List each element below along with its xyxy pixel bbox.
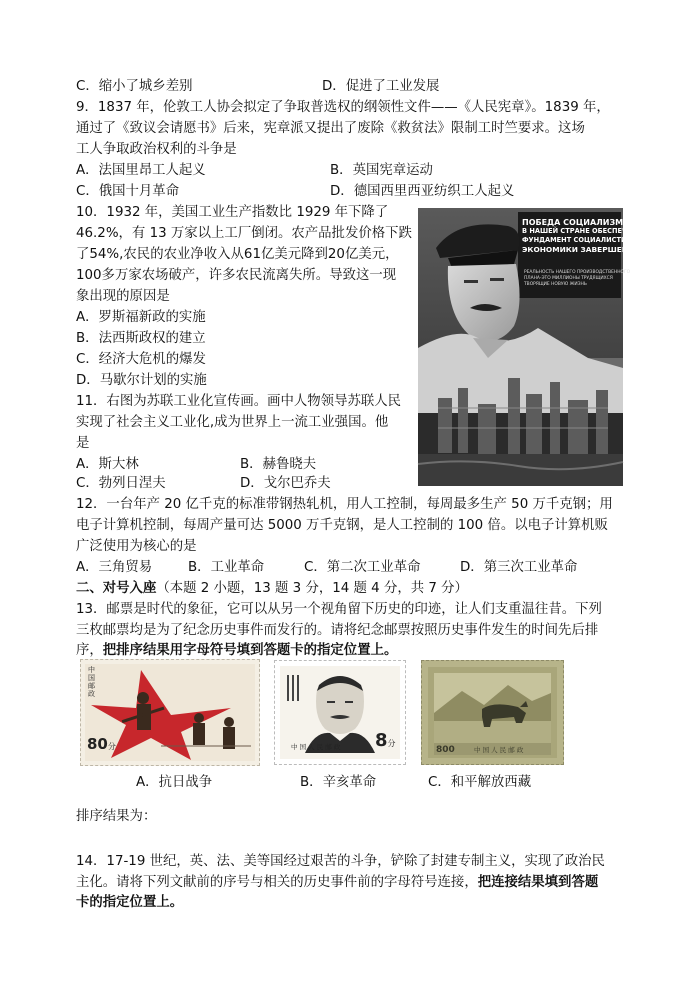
q10-option-c: C．经济大危机的爆发 bbox=[76, 352, 206, 367]
stamp-c-caption: C．和平解放西藏 bbox=[428, 775, 532, 790]
q12-stem-line: 电子计算机控制，每周产量可达 5000 万千克钢，是人工控制的 100 倍。以电子计算机贩 bbox=[76, 518, 608, 533]
poster-small-line: РЕАЛЬНОСТЬ НАШЕГО ПРОИЗВОДСТВЕННОГО bbox=[524, 270, 631, 275]
stamp-b-caption: B．辛亥革命 bbox=[300, 775, 377, 790]
stamp-b-value bbox=[375, 731, 396, 754]
q12-option-a: A．三角贸易 bbox=[76, 560, 153, 575]
poster-text-line: ФУНДАМЕНТ СОЦИАЛИСТИЧЕСКОЙ bbox=[522, 236, 658, 244]
q9-option-a: A．法国里昂工人起义 bbox=[76, 163, 206, 178]
q14-line3-bold: 卡的指定位置上。 bbox=[76, 895, 184, 910]
q11-stem-line: 实现了社会主义工业化,成为世界上一流工业强国。他 bbox=[76, 415, 389, 430]
section-2-title: 二、对号入座 bbox=[76, 581, 157, 596]
stamp-c-country: 中 国 人 民 邮 政 bbox=[474, 746, 524, 754]
stamp-xinhai-revolution bbox=[274, 660, 406, 765]
poster-banner-text bbox=[522, 218, 658, 254]
q14-line2-plain: 主化。请将下列文献前的序号与相关的历史事件前的字母符号连接， bbox=[76, 875, 478, 890]
stamp-a-value-number: 80 bbox=[87, 735, 108, 753]
q14-line2-bold: 把连接结果填到答题 bbox=[477, 875, 599, 890]
q10-stem-line: 象出现的原因是 bbox=[76, 289, 170, 304]
stamp-b-country: 中 国 人 民 邮 政 bbox=[291, 743, 341, 751]
q13-stem-line: 13．邮票是时代的象征，它可以从另一个视角留下历史的印迹，让人们支重温往昔。下列 bbox=[76, 602, 602, 617]
q11-option-a: A．斯大林 bbox=[76, 457, 139, 472]
q12-stem-line: 广泛使用为核心的是 bbox=[76, 539, 197, 554]
stamp-a-caption: A．抗日战争 bbox=[136, 775, 213, 790]
q10-stem-line: 10．1932 年，美国工业生产指数比 1929 年下降了 bbox=[76, 205, 389, 220]
poster-text-line: ПОБЕДА СОЦИАЛИЗМА bbox=[522, 218, 630, 227]
q8-option-c: C．缩小了城乡差别 bbox=[76, 79, 193, 94]
q9-stem-line: 通过了《致议会请愿书》后来，宪章派又提出了废除《救贫法》限制工时竺要求。这场 bbox=[76, 121, 585, 136]
q13-instruction-bold: 把排序结果用字母符号填到答题卡的指定位置上。 bbox=[102, 643, 398, 658]
stamp-a-value bbox=[87, 736, 116, 755]
q9-stem-line: 9．1837 年，伦敦工人协会拟定了争取普选权的纲领性文件——《人民宪章》。1839 年， bbox=[76, 100, 610, 115]
stamp-a-country: 中国邮政 bbox=[88, 666, 95, 698]
section-2-heading bbox=[76, 578, 468, 599]
q10-option-a: A．罗斯福新政的实施 bbox=[76, 310, 206, 325]
q14-stem-line bbox=[76, 872, 598, 893]
q11-option-b: B．赫鲁晓夫 bbox=[240, 457, 317, 472]
q14-stem-line: 14．17-19 世纪，英、法、美等国经过艰苦的斗争，铲除了封建专制主义，实现了政治民 bbox=[76, 854, 605, 869]
poster-text-line: ЭКОНОМИКИ ЗАВЕРШЕН bbox=[522, 245, 628, 254]
q9-option-d: D．德国西里西亚纺织工人起义 bbox=[330, 184, 515, 199]
stamp-tibet-liberation bbox=[421, 660, 564, 765]
q10-stem-line: 46.2%，有 13 万家以上工厂倒闭。农产品批发价格下跌 bbox=[76, 226, 412, 241]
poster-small-text bbox=[524, 270, 631, 288]
q13-stem-line: 三枚邮票均是为了纪念历史事件而发行的。请将纪念邮票按照历史事件发生的时间先后排 bbox=[76, 623, 599, 638]
stamp-a-unit: 分 bbox=[107, 742, 116, 751]
q13-stem-line bbox=[76, 640, 397, 661]
q11-option-d: D．戈尔巴乔夫 bbox=[240, 476, 331, 491]
q11-stem-line: 是 bbox=[76, 436, 90, 451]
q10-option-d: D．马歇尔计划的实施 bbox=[76, 373, 207, 388]
stamp-b-unit: 分 bbox=[387, 739, 396, 748]
q8-option-d: D．促进了工业发展 bbox=[322, 79, 440, 94]
q13-result-label: 排序结果为： bbox=[76, 809, 157, 824]
q12-option-d: D．第三次工业革命 bbox=[460, 560, 578, 575]
q12-option-c: C．第二次工业革命 bbox=[304, 560, 421, 575]
q10-stem-line: 了54%,农民的农业净收入从61亿美元降到20亿美元， bbox=[76, 247, 399, 262]
section-2-note: （本题 2 小题，13 题 3 分，14 题 4 分，共 7 分） bbox=[156, 581, 468, 596]
q12-option-b: B．工业革命 bbox=[188, 560, 265, 575]
q9-stem-line: 工人争取政治权利的斗争是 bbox=[76, 142, 237, 157]
stamp-b-value-number: 8 bbox=[375, 730, 388, 751]
q11-option-c: C．勃列日涅夫 bbox=[76, 476, 166, 491]
poster-small-line: ТВОРЯЩИЕ НОВУЮ ЖИЗНЬ bbox=[524, 282, 587, 287]
q13-line3-plain: 序， bbox=[76, 643, 103, 658]
q9-option-c: C．俄国十月革命 bbox=[76, 184, 180, 199]
soviet-industrialization-poster bbox=[418, 208, 658, 486]
stamp-c-value: 800 bbox=[436, 745, 455, 755]
q10-option-b: B．法西斯政权的建立 bbox=[76, 331, 206, 346]
q10-stem-line: 100多万家农场破产，许多农民流离失所。导致这一现 bbox=[76, 268, 397, 283]
q11-stem-line: 11．右图为苏联工业化宣传画。画中人物领导苏联人民 bbox=[76, 394, 402, 409]
poster-text-line: В НАШЕЙ СТРАНЕ ОБЕСПЕЧЕНА bbox=[522, 227, 643, 235]
q9-option-b: B．英国宪章运动 bbox=[330, 163, 433, 178]
poster-small-line: ПЛАНА-ЭТО МИЛЛИОНЫ ТРУДЯЩИХСЯ bbox=[524, 276, 613, 281]
stamp-anti-japanese-war bbox=[80, 659, 260, 766]
q12-stem-line: 12．一台年产 20 亿千克的标准带钢热轧机，用人工控制，每周最多生产 50 万千克钢；用 bbox=[76, 497, 613, 512]
